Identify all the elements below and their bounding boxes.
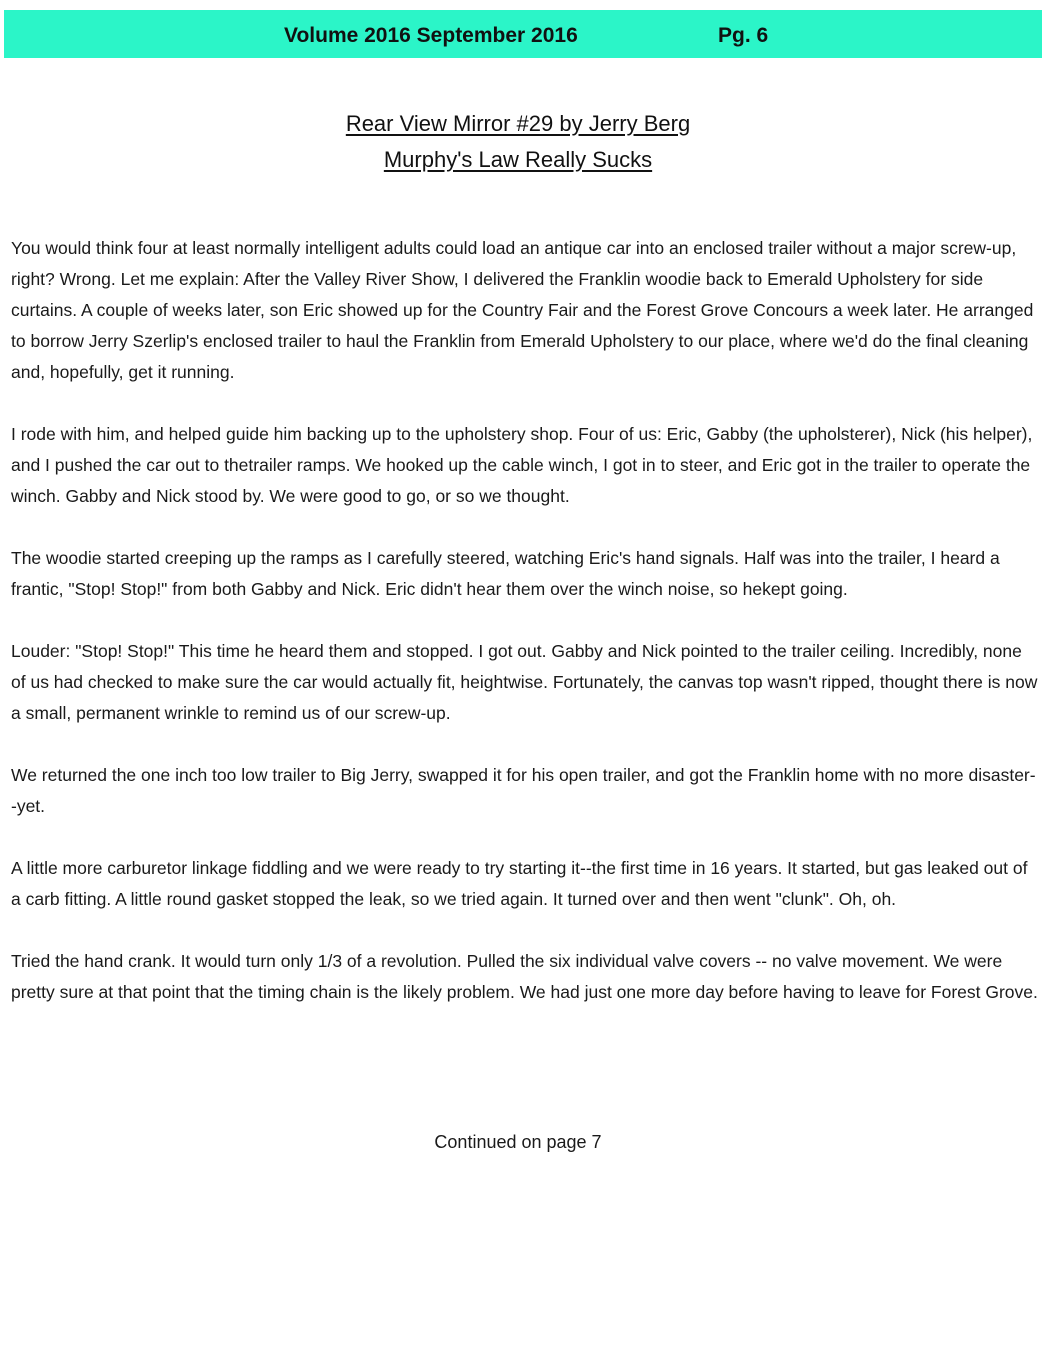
paragraph: You would think four at least normally intelligent adults could load an antique car into an enclosed trailer without a major screw-up, right? Wrong. Let me explain: After the Valley River Show, I delivered the Franklin woodie back to Emerald Upholstery for side curtains. A couple of weeks later, son Eric showed up for the Country Fair and the Forest Grove Concours a week later. He arranged to borrow Jerry Szerlip's enclosed trailer to haul the Franklin from Emerald Upholstery to our place, where we'd do the final cleaning and, hopefully, get it running. (11, 238, 1034, 382)
article-subtitle: Murphy's Law Really Sucks (383, 147, 653, 172)
volume-date: Volume 2016 September 2016 (284, 24, 578, 47)
continued-note: Continued on page 7 (434, 1132, 602, 1152)
paragraph: Louder: "Stop! Stop!" This time he heard them and stopped. I got out. Gabby and Nick pointed to the trailer ceiling. Incredibly, none of us had checked to make sure the car would actually fit, heightwise. Fortunately, the canvas top wasn't ripped, thought there is now a small, permanent wrinkle to remind us of our screw-up. (11, 641, 1038, 723)
paragraph: We returned the one inch too low trailer to Big Jerry, swapped it for his open trailer, and got the Franklin home with no more disaster--yet. (11, 765, 1036, 816)
paragraph: I rode with him, and helped guide him backing up to the upholstery shop. Four of us: Eric, Gabby (the upholsterer), Nick (his helper), and I pushed the car out to thetrailer ramps. We hooked up the cable winch, I got in to steer, and Eric got in the trailer to operate the winch. Gabby and Nick stood by. We were good to go, or so we thought. (11, 424, 1033, 506)
page-number: Pg. 6 (718, 24, 769, 47)
header-bar (4, 10, 1042, 58)
paragraph: The woodie started creeping up the ramps as I carefully steered, watching Eric's hand signals. Half was into the trailer, I heard a frantic, "Stop! Stop!" from both Gabby and Nick. Eric didn't hear them over the winch noise, so hekept going. (11, 548, 1000, 599)
article-title-block (0, 106, 1036, 178)
paragraph: A little more carburetor linkage fiddling and we were ready to try starting it--the first time in 16 years. It started, but gas leaked out of a carb fitting. A little round gasket stopped the leak, so we tried again. It turned over and then went "clunk". Oh, oh. (11, 858, 1028, 909)
paragraph: Tried the hand crank. It would turn only 1/3 of a revolution. Pulled the six individual valve covers -- no valve movement. We were pretty sure at that point that the timing chain is the likely problem. We had just one more day before having to leave for Forest Grove. (11, 951, 1038, 1002)
article-body (11, 233, 1041, 1039)
article-title: Rear View Mirror #29 by Jerry Berg (345, 111, 691, 136)
